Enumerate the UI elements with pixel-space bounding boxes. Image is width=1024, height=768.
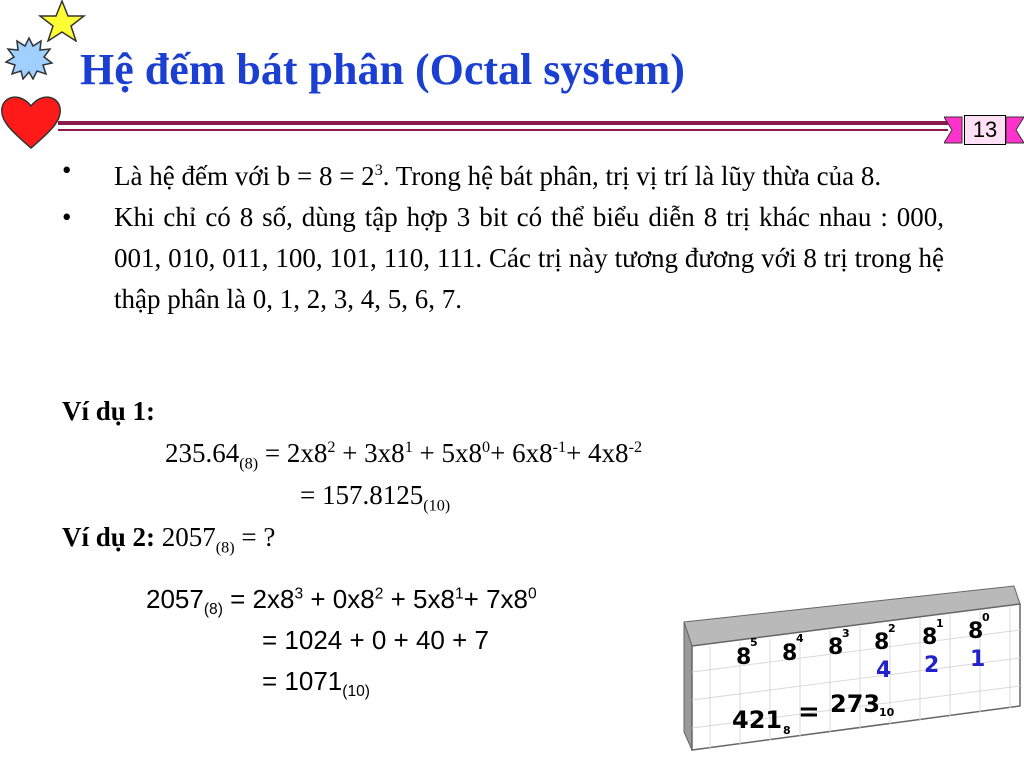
ex2-term: + 7x8 — [463, 584, 528, 614]
example2-line2: = 1024 + 0 + 40 + 7 — [262, 625, 489, 655]
power-label: 8 — [782, 641, 798, 666]
power-exponent: 1 — [936, 617, 944, 630]
ex2-base: (8) — [203, 601, 223, 619]
page-number: 13 — [964, 115, 1006, 145]
ex2-exp: 1 — [454, 585, 464, 603]
power-label: 8 — [828, 635, 844, 660]
ex2-term: + 0x8 — [303, 584, 375, 614]
bullet-list — [62, 150, 944, 320]
power-label: 8 — [874, 630, 890, 655]
ex1-base: (8) — [239, 454, 259, 473]
bullet-item — [62, 197, 944, 320]
equation-right-base: 10 — [879, 706, 895, 719]
starburst-icon — [4, 36, 54, 80]
slide-title: Hệ đếm bát phân (Octal system) — [80, 45, 685, 94]
power-label: 8 — [922, 625, 938, 650]
ex1-exp: 2 — [327, 438, 336, 456]
ex1-result-base: (10) — [423, 496, 451, 515]
ex2-result-base: (10) — [342, 683, 370, 701]
example2-label: Ví dụ 2: — [62, 522, 156, 552]
ex1-term: = 2x8 — [258, 438, 328, 468]
octal-digit: 2 — [924, 653, 940, 678]
ex2-question-mark: = ? — [234, 522, 276, 552]
ex2-exp: 3 — [294, 585, 304, 603]
title-rule-thin — [58, 129, 948, 131]
power-label: 8 — [736, 645, 752, 670]
page-number-banner — [944, 111, 1024, 151]
example1-line2 — [300, 480, 450, 515]
ex2-number: 2057 — [146, 584, 204, 614]
equation-left: 421 — [732, 706, 783, 734]
heart-icon — [0, 90, 62, 152]
ex2-base: (8) — [215, 538, 235, 557]
bullet-text: Khi chỉ có 8 số, dùng tập hợp 3 bit có thể biểu diễn 8 trị khác nhau : 000, 001, 010, 011, 100, 101, 110, 111. Các trị này tương đương với 8 trị trong hệ thập phân là 0, 1, 2, 3, 4, 5, 6, 7. — [114, 202, 944, 314]
ex1-term: + 6x8 — [490, 438, 553, 468]
octal-place-value-illustration — [680, 582, 1024, 754]
ex1-term: + 4x8 — [566, 438, 629, 468]
ex2-term: = 2x8 — [222, 584, 295, 614]
ex2-exp: 0 — [527, 585, 537, 603]
power-exponent: 5 — [750, 636, 758, 649]
equation-left-base: 8 — [783, 724, 791, 737]
ex1-exp: -1 — [552, 438, 567, 456]
ex1-number: 235.64 — [165, 438, 240, 468]
example1-label: Ví dụ 1: — [62, 396, 156, 426]
bullet-text: Là hệ đếm với b = 8 = 2 — [114, 161, 375, 191]
ex1-result: = 157.8125 — [300, 480, 424, 510]
bullet-dot: • — [62, 202, 72, 232]
ex2-term: + 5x8 — [383, 584, 455, 614]
ex2-result: = 1071 — [262, 666, 343, 696]
equation-sign: = — [798, 697, 820, 727]
example2-question — [62, 522, 275, 557]
ex2-exp: 2 — [374, 585, 384, 603]
power-exponent: 2 — [888, 622, 896, 635]
power-exponent: 0 — [982, 611, 990, 624]
bullet-sup: 3 — [374, 161, 383, 179]
ex1-exp: 1 — [404, 438, 413, 456]
example1-line1 — [165, 438, 642, 473]
equation-right: 273 — [830, 690, 881, 718]
title-rule-thick — [58, 121, 948, 125]
example2-line3 — [262, 666, 370, 701]
octal-digit: 1 — [970, 647, 986, 672]
ex1-term: + 3x8 — [335, 438, 405, 468]
power-label: 8 — [968, 619, 984, 644]
example2-line1 — [146, 584, 537, 619]
power-exponent: 4 — [796, 632, 804, 645]
bullet-item — [62, 150, 944, 197]
ex1-term: + 5x8 — [412, 438, 483, 468]
octal-digit: 4 — [876, 658, 892, 683]
bullet-dot: • — [62, 155, 72, 185]
ex1-exp: -2 — [628, 438, 643, 456]
power-exponent: 3 — [842, 627, 850, 640]
bullet-text: . Trong hệ bát phân, trị vị trí là lũy thừa của 8. — [382, 161, 882, 191]
ex2-number: 2057 — [155, 522, 216, 552]
ex1-exp: 0 — [482, 438, 491, 456]
